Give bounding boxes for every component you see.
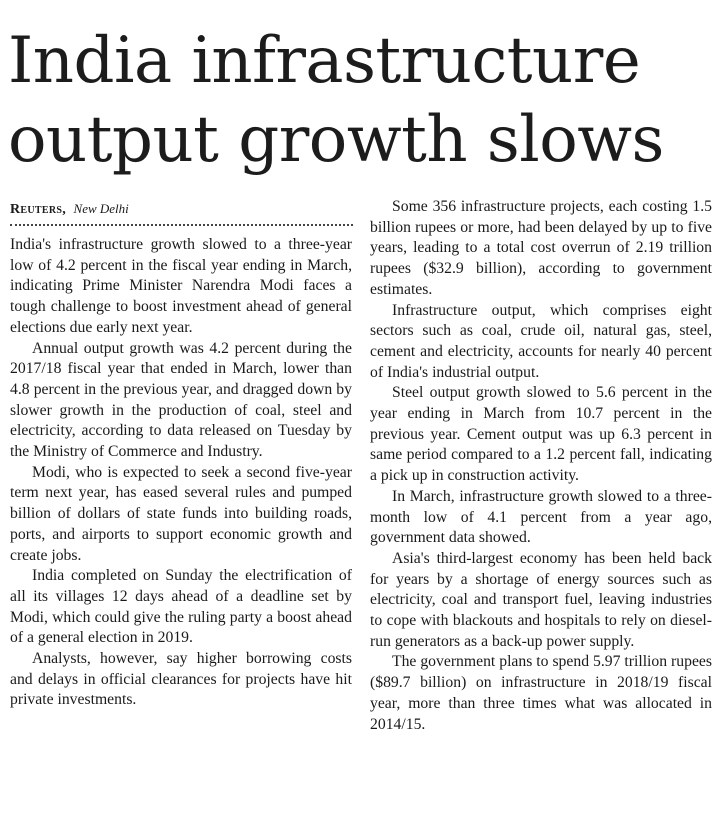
byline-dateline: New Delhi (73, 201, 129, 216)
paragraph: Analysts, however, say higher borrowing costs and delays in official clearances for projects have hit private investments. (10, 650, 352, 709)
paragraph: The government plans to spend 5.97 trillion rupees ($89.7 billion) on infrastructure in 2018/19 fiscal year, more than three times what was allocated in 2014/15. (370, 653, 712, 733)
paragraph: In March, infrastructure growth slowed to a three-month low of 4.1 percent from a year ago, government data showed. (370, 487, 712, 547)
article-column-left (10, 235, 352, 711)
dotted-divider (10, 224, 353, 226)
paragraph: Modi, who is expected to seek a second five-year term next year, has eased several rules and pumped billion of dollars of state funds into building roads, ports, and airports to support economic growth and create jobs. (10, 463, 352, 564)
byline (10, 200, 350, 219)
paragraph: Some 356 infrastructure projects, each costing 1.5 billion rupees or more, had been delayed by up to five years, leading to a total cost overrun of 2.19 trillion rupees ($32.9 billion), according to government estimates. (370, 198, 712, 298)
paragraph: India completed on Sunday the electrification of all its villages 12 days ahead of a deadline set by Modi, which could give the ruling party a boost ahead of a general election in 2019. (10, 567, 352, 647)
paragraph: Asia's third-largest economy has been held back for years by a shortage of energy sources such as electricity, coal and transport fuel, leaving industries to cope with blackouts and hospitals to rely on diesel-run generators as a back-up power supply. (370, 549, 712, 650)
article-column-right (370, 197, 712, 735)
headline (8, 22, 723, 180)
paragraph: Annual output growth was 4.2 percent during the 2017/18 fiscal year that ended in March, lower than 4.8 percent in the previous year, and dragged down by slower growth in the production of coal, steel and electricity, according to data released on Tuesday by the Ministry of Commerce and Industry. (10, 339, 352, 461)
headline-line-2: output growth slows (8, 103, 664, 177)
paragraph: Infrastructure output, which comprises eight sectors such as coal, crude oil, natural gas, steel, cement and electricity, accounts for nearly 40 percent of India's industrial output. (370, 301, 712, 381)
byline-agency: Reuters, (10, 202, 67, 217)
paragraph: Steel output growth slowed to 5.6 percent in the year ending in March from 10.7 percent in the previous year. Cement output was up 6.3 percent in same period compared to a 1.2 percent fall, indicating a pick up in construction activity. (370, 384, 712, 485)
paragraph: India's infrastructure growth slowed to a three-year low of 4.2 percent in the fiscal year ending in March, indicating Prime Minister Narendra Modi faces a tough challenge to boost investment ahead of general elections due early next year. (10, 236, 352, 336)
headline-line-1: India infrastructure (8, 24, 641, 98)
